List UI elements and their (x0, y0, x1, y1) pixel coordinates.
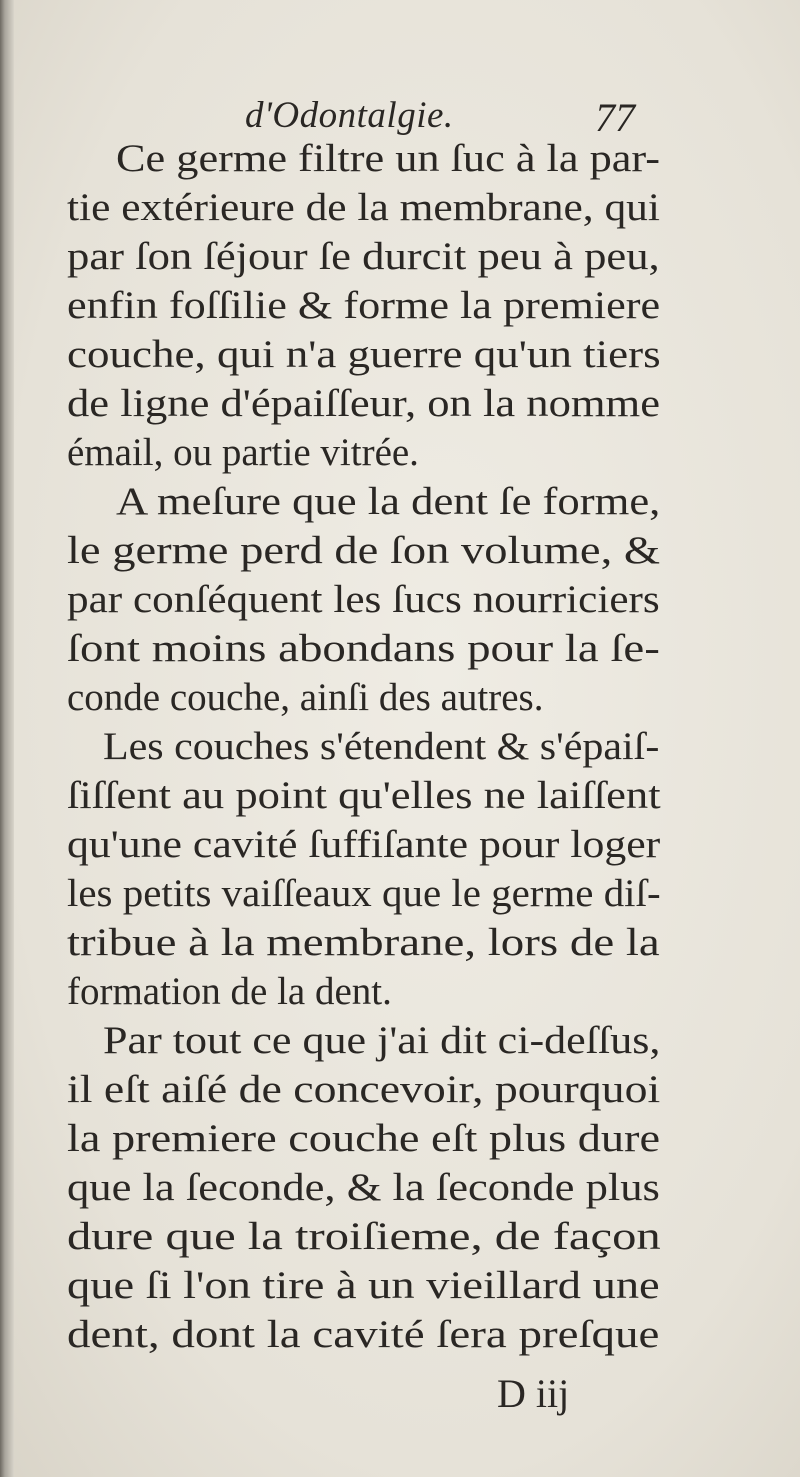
text-line: dent, dont la cavité ſera preſque (67, 1313, 660, 1356)
text-line: formation de la dent. (67, 970, 392, 1013)
text-line: ſiſſent au point qu'elles ne laiſſent (67, 774, 661, 817)
text-line: A meſure que la dent ſe forme, (116, 480, 661, 523)
page-number: 77 (595, 95, 635, 140)
text-line: ſont moins abondans pour la ſe- (67, 627, 660, 670)
text-line: dure que la troiſieme, de façon (67, 1215, 661, 1258)
text-line: que la ſeconde, & la ſeconde plus (67, 1166, 660, 1209)
page-gutter-shadow (0, 0, 14, 1477)
text-line: tribue à la membrane, lors de la (67, 921, 660, 964)
text-line: Par tout ce que j'ai dit ci-deſſus, (103, 1019, 661, 1062)
text-line: les petits vaiſſeaux que le germe diſ- (67, 872, 661, 915)
running-title: d'Odontalgie. (245, 95, 454, 136)
text-line: Ce germe filtre un ſuc à la par- (116, 137, 661, 180)
text-line: couche, qui n'a guerre qu'un tiers (67, 333, 661, 376)
text-line: par ſon ſéjour ſe durcit peu à peu, (67, 235, 660, 278)
text-line: tie extérieure de la membrane, qui (67, 186, 660, 229)
text-line: la premiere couche eſt plus dure (67, 1117, 661, 1160)
text-line: enfin foſſilie & forme la premiere (67, 284, 661, 327)
signature-mark: D iij (497, 1371, 570, 1416)
text-line: il eſt aiſé de concevoir, pourquoi (67, 1068, 661, 1111)
text-line: de ligne d'épaiſſeur, on la nomme (67, 382, 661, 425)
text-line: le germe perd de ſon volume, & (67, 529, 661, 572)
text-line: Les couches s'étendent & s'épaiſ- (103, 725, 660, 768)
text-line: que ſi l'on tire à un vieillard une (67, 1264, 660, 1307)
text-line: conde couche, ainſi des autres. (67, 676, 544, 719)
text-line: qu'une cavité ſuffiſante pour loger (67, 823, 661, 866)
text-line: par conſéquent les ſucs nourriciers (67, 578, 660, 621)
text-line: émail, ou partie vitrée. (67, 431, 419, 474)
